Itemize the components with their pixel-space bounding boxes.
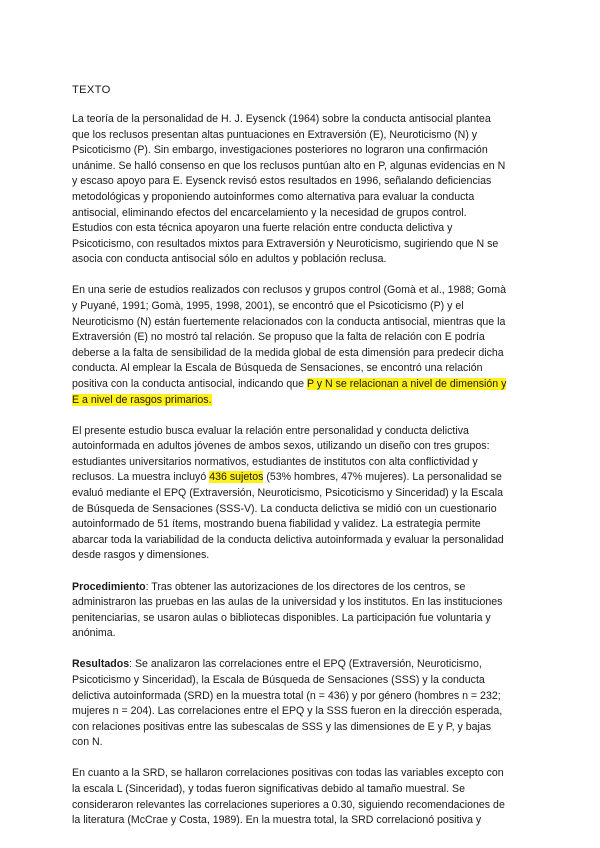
procedure-label: Procedimiento xyxy=(72,580,146,593)
paragraph-srd: En cuanto a la SRD, se hallaron correlaciones positivas con todas las variables excepto con la escala L (Sinceridad), y todas fueron significativas debido al tamaño muestral. Se consideraron relevantes las correlaciones superiores a 0.30, siguiendo recomendaciones de la literatura (McCrae y Costa, 1989). En la muestra total, la SRD correlacionó positiva y xyxy=(72,767,505,827)
paragraph-eysenck-theory: La teoría de la personalidad de H. J. Eysenck (1964) sobre la conducta antisocial plantea que los reclusos presentan altas puntuaciones en Extraversión (E), Neuroticismo (N) y Psicoticismo (P). Sin embargo, investigaciones posteriores no lograron una confirmación unánime. Se halló consenso en que los reclusos puntúan alto en P, algunas evidencias en N y escaso apoyo para E. Eysenck revisó estos resultados en 1996, señalando deficiencias metodológicas y proponiendo autoinformes como alternativa para evaluar la conducta antisocial, eliminando efectos del encarcelamiento y la necesidad de grupos control. Estudios con esta técnica apoyaron una fuerte relación entre conducta delictiva y Psicoticismo, con resultados mixtos para Extraversión y Neuroticismo, sugiriendo que N se asocia con conducta antisocial sólo en adultos y población reclusa. xyxy=(72,113,506,266)
section-heading: TEXTO xyxy=(72,84,111,96)
paragraph-text: (53% hombres, 47% mujeres). La personalidad se evaluó mediante el EPQ (Extraversión, Neuroticismo, Psicoticismo y Sinceridad) y la Escala de Búsqueda de Sensaciones (SSS-V). La conducta delictiva se midió con un cuestionario autoinformado de 51 ítems, mostrando buena fiabilidad y validez. La estrategia permite abarcar toda la variabilidad de la conducta delictiva autoinformada y evaluar la personalidad desde rasgos y dimensiones. xyxy=(72,471,504,562)
paragraph-results xyxy=(72,657,508,751)
results-label: Resultados xyxy=(72,658,130,671)
paragraph-text: El presente estudio busca evaluar la relación entre personalidad y conducta delictiva autoinformada en adultos jóvenes de ambos sexos, utilizando un diseño con tres grupos: estudiantes universitarios normativos, estudiantes de institutos con alta conflictividad y reclusos. La muestra incluyó xyxy=(72,424,490,484)
paragraph-present-study xyxy=(72,424,508,564)
paragraph-text: En una serie de estudios realizados con reclusos y grupos control (Gomà et al., 1988; Gomà y Puyané, 1991; Gomà, 1995, 1998, 2001), se encontró que el Psicoticismo (P) y el Neuroticismo (N) están fuertemente relacionados con la conducta antisocial, mientras que la Extraversión (E) no mostró tal relación. Se propuso que la falta de relación con E podría deberse a la falta de sensibilidad de la medida global de esta dimensión para predecir dicha conducta. Al emplear la Escala de Búsqueda de Sensaciones, se encontró una relación positiva con la conducta antisocial, indicando que xyxy=(72,284,506,390)
paragraph-procedure xyxy=(72,580,508,642)
paragraph-previous-studies xyxy=(72,283,508,408)
paragraph-text: : Se analizaron las correlaciones entre el EPQ (Extraversión, Neuroticismo, Psicoticismo y Sinceridad), la Escala de Búsqueda de Sensaciones (SSS) y la conducta delictiva autoinformada (SRD) en la muestra total (n = 436) y por género (hombres n = 232; mujeres n = 204). Las correlaciones entre el EPQ y la SSS fueron en la dirección esperada, con relaciones positivas entre las subescalas de SSS y las dimensiones de E y P, y bajas con N. xyxy=(72,658,503,749)
highlighted-text: P y N se relacionan a nivel de dimensión y E a nivel de rasgos primarios. xyxy=(72,378,507,406)
highlighted-sample-size: 436 sujetos xyxy=(209,471,264,484)
paragraph-text: : Tras obtener las autorizaciones de los directores de los centros, se administraron las pruebas en las aulas de la universidad y los institutos. En las instituciones penitenciarias, se usaron aulas o bibliotecas disponibles. La participación fue voluntaria y anónima. xyxy=(72,580,503,640)
